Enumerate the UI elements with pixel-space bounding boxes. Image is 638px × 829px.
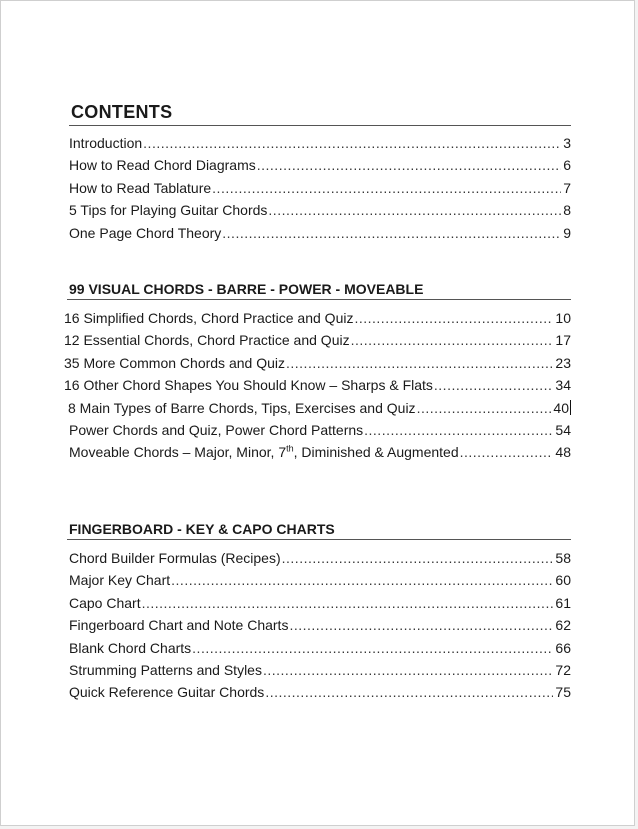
toc-entry[interactable]	[69, 222, 571, 244]
dot-leader	[171, 569, 553, 591]
toc-entry[interactable]	[69, 154, 571, 176]
toc-entry-title: How to Read Tablature	[69, 179, 212, 196]
toc-entry-title	[69, 441, 459, 463]
dot-leader	[289, 614, 553, 636]
toc-entry-page	[553, 397, 571, 419]
toc-entry-page: 75	[555, 684, 571, 701]
dot-leader	[434, 374, 554, 396]
toc-entry[interactable]	[69, 132, 571, 154]
toc-entry-title-pre: Moveable Chords – Major, Minor, 7	[69, 444, 287, 461]
dot-leader	[222, 222, 561, 244]
toc-entry-title: 16 Other Chord Shapes You Should Know – Sharps & Flats	[64, 377, 433, 394]
toc-entry-page: 48	[555, 444, 571, 461]
dot-leader	[268, 199, 561, 221]
toc-entry[interactable]	[64, 352, 571, 374]
dot-leader	[143, 132, 561, 154]
dot-leader	[212, 177, 561, 199]
contents-section	[69, 102, 571, 244]
toc-entry[interactable]	[69, 547, 571, 569]
dot-leader	[354, 307, 553, 329]
toc-entry[interactable]	[64, 374, 571, 396]
toc-entry-title: Strumming Patterns and Styles	[69, 662, 262, 679]
dot-leader	[265, 681, 553, 703]
toc-list-chords	[64, 307, 571, 464]
dot-leader	[286, 352, 553, 374]
toc-entry-title-post: , Diminished & Augmented	[293, 444, 459, 461]
text-cursor	[570, 400, 571, 415]
toc-entry-title: How to Read Chord Diagrams	[69, 157, 256, 174]
toc-entry-title: Chord Builder Formulas (Recipes)	[69, 550, 281, 566]
toc-entry[interactable]	[69, 592, 571, 614]
toc-entry-page: 61	[555, 594, 571, 611]
toc-entry[interactable]	[69, 681, 571, 703]
toc-entry[interactable]	[69, 419, 571, 441]
chords-section	[64, 281, 571, 464]
toc-entry-title: Blank Chord Charts	[69, 639, 192, 656]
toc-entry-page: 62	[555, 617, 571, 634]
toc-entry-page: 17	[555, 332, 571, 349]
toc-entry[interactable]	[69, 441, 571, 463]
dot-leader	[263, 659, 553, 681]
toc-entry-page: 10	[555, 310, 571, 326]
toc-entry-title: 8 Main Types of Barre Chords, Tips, Exercises and Quiz	[68, 399, 416, 416]
toc-entry-page: 34	[555, 377, 571, 394]
dot-leader	[364, 419, 553, 441]
toc-entry[interactable]	[69, 199, 571, 221]
toc-entry-title: 16 Simplified Chords, Chord Practice and Quiz	[64, 310, 354, 326]
page-title: CONTENTS	[69, 102, 571, 126]
toc-entry-page: 72	[555, 662, 571, 679]
section-heading-chords: 99 VISUAL CHORDS - BARRE - POWER - MOVEABLE	[67, 281, 571, 300]
toc-entry-page: 3	[563, 135, 571, 151]
toc-entry-page: 58	[555, 550, 571, 566]
fingerboard-section	[67, 521, 571, 704]
toc-entry-page: 23	[555, 354, 571, 371]
toc-entry[interactable]	[64, 329, 571, 351]
toc-entry-title: Introduction	[69, 135, 143, 151]
toc-entry-title: Power Chords and Quiz, Power Chord Patterns	[69, 422, 364, 439]
toc-entry-page: 54	[555, 422, 571, 439]
toc-entry-page: 6	[563, 157, 571, 174]
dot-leader	[351, 329, 554, 351]
toc-entry-page: 66	[555, 639, 571, 656]
toc-entry-title-sup: th	[286, 443, 294, 454]
toc-entry-title: 35 More Common Chords and Quiz	[64, 354, 285, 371]
dot-leader	[460, 441, 554, 463]
toc-entry-page-value: 40	[553, 399, 569, 416]
toc-entry-title: One Page Chord Theory	[69, 224, 222, 241]
toc-entry-title: 12 Essential Chords, Chord Practice and Quiz	[64, 332, 350, 349]
toc-list-fingerboard	[67, 547, 571, 704]
toc-entry-title: Fingerboard Chart and Note Charts	[69, 617, 289, 634]
section-heading-fingerboard: FINGERBOARD - KEY & CAPO CHARTS	[67, 521, 571, 540]
dot-leader	[257, 154, 561, 176]
toc-entry-page: 7	[563, 179, 571, 196]
toc-entry[interactable]	[69, 614, 571, 636]
dot-leader	[417, 397, 552, 419]
toc-entry[interactable]	[69, 569, 571, 591]
toc-entry-page: 60	[555, 572, 571, 589]
dot-leader	[192, 637, 553, 659]
toc-entry-page: 9	[563, 224, 571, 241]
toc-entry-title: Major Key Chart	[69, 572, 171, 589]
toc-entry-title: Quick Reference Guitar Chords	[69, 684, 265, 701]
toc-entry[interactable]	[69, 659, 571, 681]
toc-entry-title: Capo Chart	[69, 594, 141, 611]
toc-list-contents	[69, 132, 571, 244]
toc-entry[interactable]	[69, 637, 571, 659]
toc-entry-page: 8	[563, 202, 571, 219]
toc-entry-title: 5 Tips for Playing Guitar Chords	[69, 202, 268, 219]
toc-entry[interactable]	[64, 307, 571, 329]
dot-leader	[142, 592, 554, 614]
dot-leader	[282, 547, 554, 569]
toc-entry[interactable]	[68, 397, 571, 419]
toc-entry[interactable]	[69, 177, 571, 199]
